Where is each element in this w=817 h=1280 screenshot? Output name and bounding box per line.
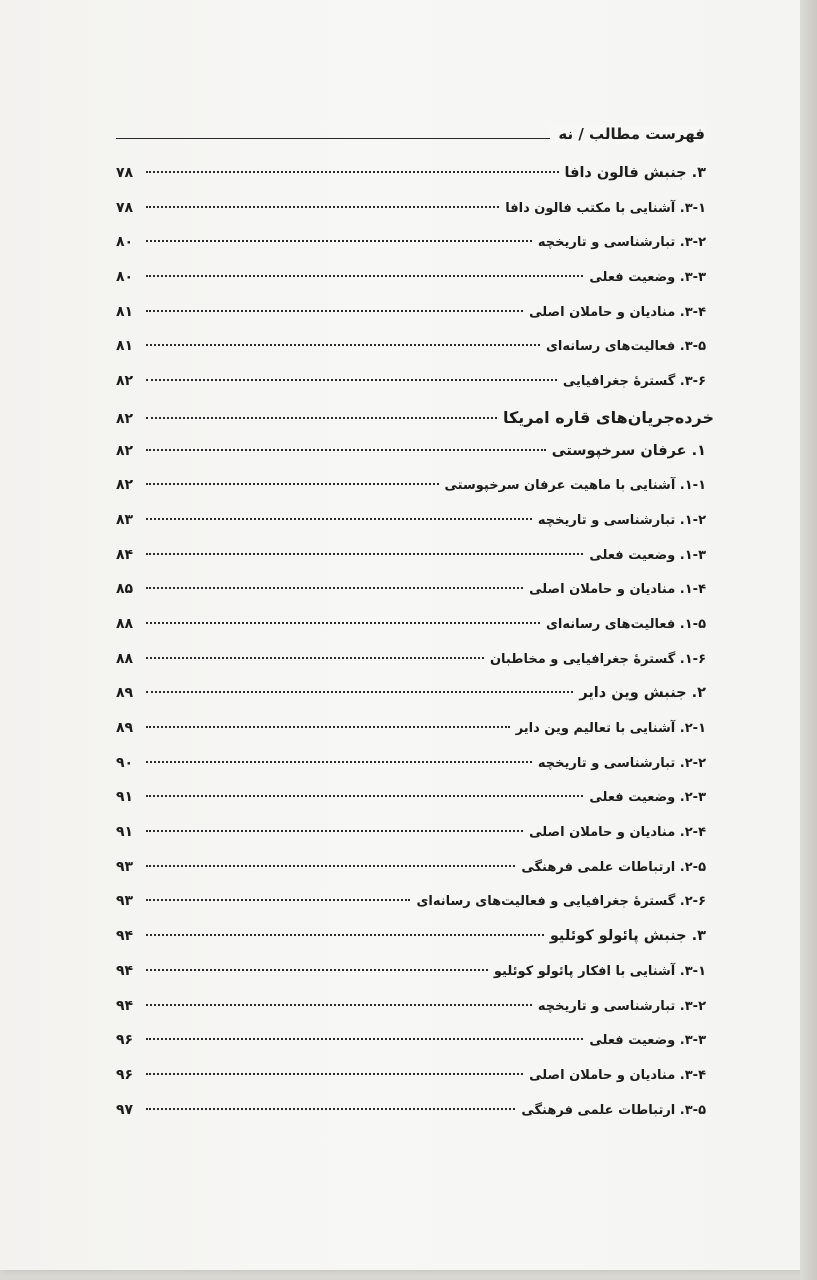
toc-entry-title: ۱-۴. منادیان و حاملان اصلی xyxy=(529,582,706,598)
toc-entry-title: خرده‌جریان‌های قاره امریکا xyxy=(502,407,714,427)
toc-entry-title: ۳-۳. وضعیت فعلی xyxy=(589,1033,706,1049)
toc-page-number: ۹۱ xyxy=(116,789,134,806)
toc-entry-title: ۳. جنبش فالون دافا xyxy=(564,165,706,181)
dot-leader xyxy=(146,865,515,867)
toc-entry-title: ۱-۶. گسترهٔ جغرافیایی و مخاطبان xyxy=(489,651,706,667)
dot-leader xyxy=(146,449,546,451)
toc-page-number: ۹۱ xyxy=(116,824,134,841)
dot-leader xyxy=(146,726,510,728)
dot-leader xyxy=(146,171,559,173)
toc-entry xyxy=(116,297,706,332)
toc-entry-title: ۱. عرفان سرخپوستی xyxy=(551,442,706,459)
toc-page-number: ۸۸ xyxy=(116,615,134,632)
dot-leader xyxy=(146,899,410,901)
dot-leader xyxy=(146,1038,583,1040)
toc-entry xyxy=(116,574,706,609)
toc-entry xyxy=(116,1095,706,1130)
dot-leader xyxy=(146,344,540,346)
dot-leader xyxy=(146,240,532,242)
toc-entry xyxy=(116,505,706,540)
toc-page-number: ۸۲ xyxy=(116,477,134,494)
toc-entry-title: ۳-۲. تبارشناسی و تاریخچه xyxy=(537,998,706,1014)
toc-page-number: ۷۸ xyxy=(116,165,134,181)
toc-entry-title: ۲-۲. تبارشناسی و تاریخچه xyxy=(537,755,706,771)
toc-page-number: ۸۹ xyxy=(116,720,134,736)
toc-entry-title: ۳-۳. وضعیت فعلی xyxy=(589,270,706,286)
dot-leader xyxy=(146,1108,515,1110)
toc-entry-title: ۳. جنبش پائولو کوئلیو xyxy=(549,928,706,945)
dot-leader xyxy=(146,1073,523,1075)
dot-leader xyxy=(146,795,583,797)
toc-entry xyxy=(116,401,714,436)
toc-page-number: ۸۳ xyxy=(116,511,134,528)
dot-leader xyxy=(146,379,557,381)
toc-entry xyxy=(116,921,706,956)
dot-leader xyxy=(146,310,523,312)
toc-page-number: ۸۸ xyxy=(116,650,134,667)
dot-leader xyxy=(146,761,532,763)
toc-page-number: ۸۱ xyxy=(116,303,134,320)
running-header xyxy=(116,127,705,149)
toc-page-number: ۹۷ xyxy=(116,1101,134,1118)
toc-entry-title: ۱-۱. آشنایی با ماهیت عرفان سرخپوستی xyxy=(444,478,706,494)
toc-page-number: ۹۴ xyxy=(116,997,134,1014)
toc-page-number: ۸۹ xyxy=(116,685,134,702)
toc-entry xyxy=(116,1060,706,1095)
toc-page-number: ۹۶ xyxy=(116,1032,134,1049)
toc-entry-title: ۳-۵. فعالیت‌های رسانه‌ای xyxy=(545,339,706,355)
toc-entry xyxy=(116,470,706,505)
toc-page-number: ۸۰ xyxy=(116,234,134,251)
toc-page-number: ۷۸ xyxy=(116,199,134,216)
toc-entry xyxy=(116,227,706,262)
toc-entry xyxy=(116,991,706,1026)
toc-page-number: ۸۰ xyxy=(116,269,134,286)
dot-leader xyxy=(146,691,573,693)
toc-page-number: ۹۶ xyxy=(116,1066,134,1083)
toc-entry xyxy=(116,609,706,644)
toc-entry xyxy=(116,540,706,575)
toc-entry xyxy=(116,748,706,783)
toc-entry xyxy=(116,1025,706,1060)
toc-entry-title: ۱-۳. وضعیت فعلی xyxy=(589,547,706,563)
dot-leader xyxy=(146,622,540,624)
toc-page-number: ۸۱ xyxy=(116,338,134,355)
toc-page-number: ۸۲ xyxy=(116,442,134,459)
page-edge xyxy=(800,0,817,1280)
toc-entry xyxy=(116,782,706,817)
toc-page-number: ۸۵ xyxy=(116,581,134,598)
table-of-contents xyxy=(116,158,714,1129)
toc-page-number: ۹۴ xyxy=(116,928,134,945)
toc-page-number: ۸۲ xyxy=(116,410,134,427)
dot-leader xyxy=(146,830,523,832)
toc-entry xyxy=(116,713,706,748)
toc-page-number: ۹۳ xyxy=(116,858,134,875)
toc-entry xyxy=(116,886,706,921)
toc-entry xyxy=(116,644,706,679)
toc-entry-title: ۳-۴. منادیان و حاملان اصلی xyxy=(529,1067,706,1083)
toc-entry xyxy=(116,366,706,401)
toc-page-number: ۹۰ xyxy=(116,754,134,771)
toc-entry-title: ۲-۱. آشنایی با تعالیم وین دایر xyxy=(515,721,706,736)
toc-entry xyxy=(116,158,706,193)
toc-page-number: ۹۴ xyxy=(116,962,134,979)
toc-entry-title: ۲-۳. وضعیت فعلی xyxy=(589,790,706,806)
toc-entry-title: ۳-۲. تبارشناسی و تاریخچه xyxy=(537,235,706,251)
toc-entry-title: ۲-۶. گسترهٔ جغرافیایی و فعالیت‌های رسانه‌ای xyxy=(416,894,706,910)
toc-entry-title: ۱-۲. تبارشناسی و تاریخچه xyxy=(537,512,706,528)
dot-leader xyxy=(146,483,439,485)
toc-entry-title: ۲. جنبش وین دایر xyxy=(579,685,706,702)
toc-entry-title: ۳-۶. گسترهٔ جغرافیایی xyxy=(562,374,706,390)
toc-entry xyxy=(116,817,706,852)
dot-leader xyxy=(146,417,497,419)
toc-entry-title: ۳-۱. آشنایی با افکار پائولو کوئلیو xyxy=(493,963,706,979)
toc-entry xyxy=(116,956,706,991)
toc-entry-title: ۲-۵. ارتباطات علمی فرهنگی xyxy=(521,859,706,875)
dot-leader xyxy=(146,275,583,277)
toc-entry-title: ۲-۴. منادیان و حاملان اصلی xyxy=(529,825,706,841)
toc-page-number: ۸۲ xyxy=(116,373,134,390)
toc-entry xyxy=(116,852,706,887)
toc-entry xyxy=(116,193,706,228)
toc-entry xyxy=(116,262,706,297)
dot-leader xyxy=(146,553,583,555)
dot-leader xyxy=(146,934,544,936)
dot-leader xyxy=(146,518,532,520)
toc-entry-title: ۳-۱. آشنایی با مکتب فالون دافا xyxy=(505,200,706,216)
dot-leader xyxy=(146,657,484,659)
toc-entry xyxy=(116,678,706,713)
header-title: فهرست مطالب / نه xyxy=(550,125,705,143)
toc-page-number: ۹۳ xyxy=(116,893,134,910)
dot-leader xyxy=(146,1004,532,1006)
toc-entry-title: ۳-۴. منادیان و حاملان اصلی xyxy=(529,304,706,320)
toc-entry-title: ۳-۵. ارتباطات علمی فرهنگی xyxy=(521,1102,706,1118)
toc-entry xyxy=(116,436,706,471)
dot-leader xyxy=(146,206,499,208)
toc-page-number: ۸۴ xyxy=(116,546,134,563)
toc-entry xyxy=(116,331,706,366)
dot-leader xyxy=(146,587,523,589)
toc-entry-title: ۱-۵. فعالیت‌های رسانه‌ای xyxy=(545,616,706,632)
dot-leader xyxy=(146,969,488,971)
